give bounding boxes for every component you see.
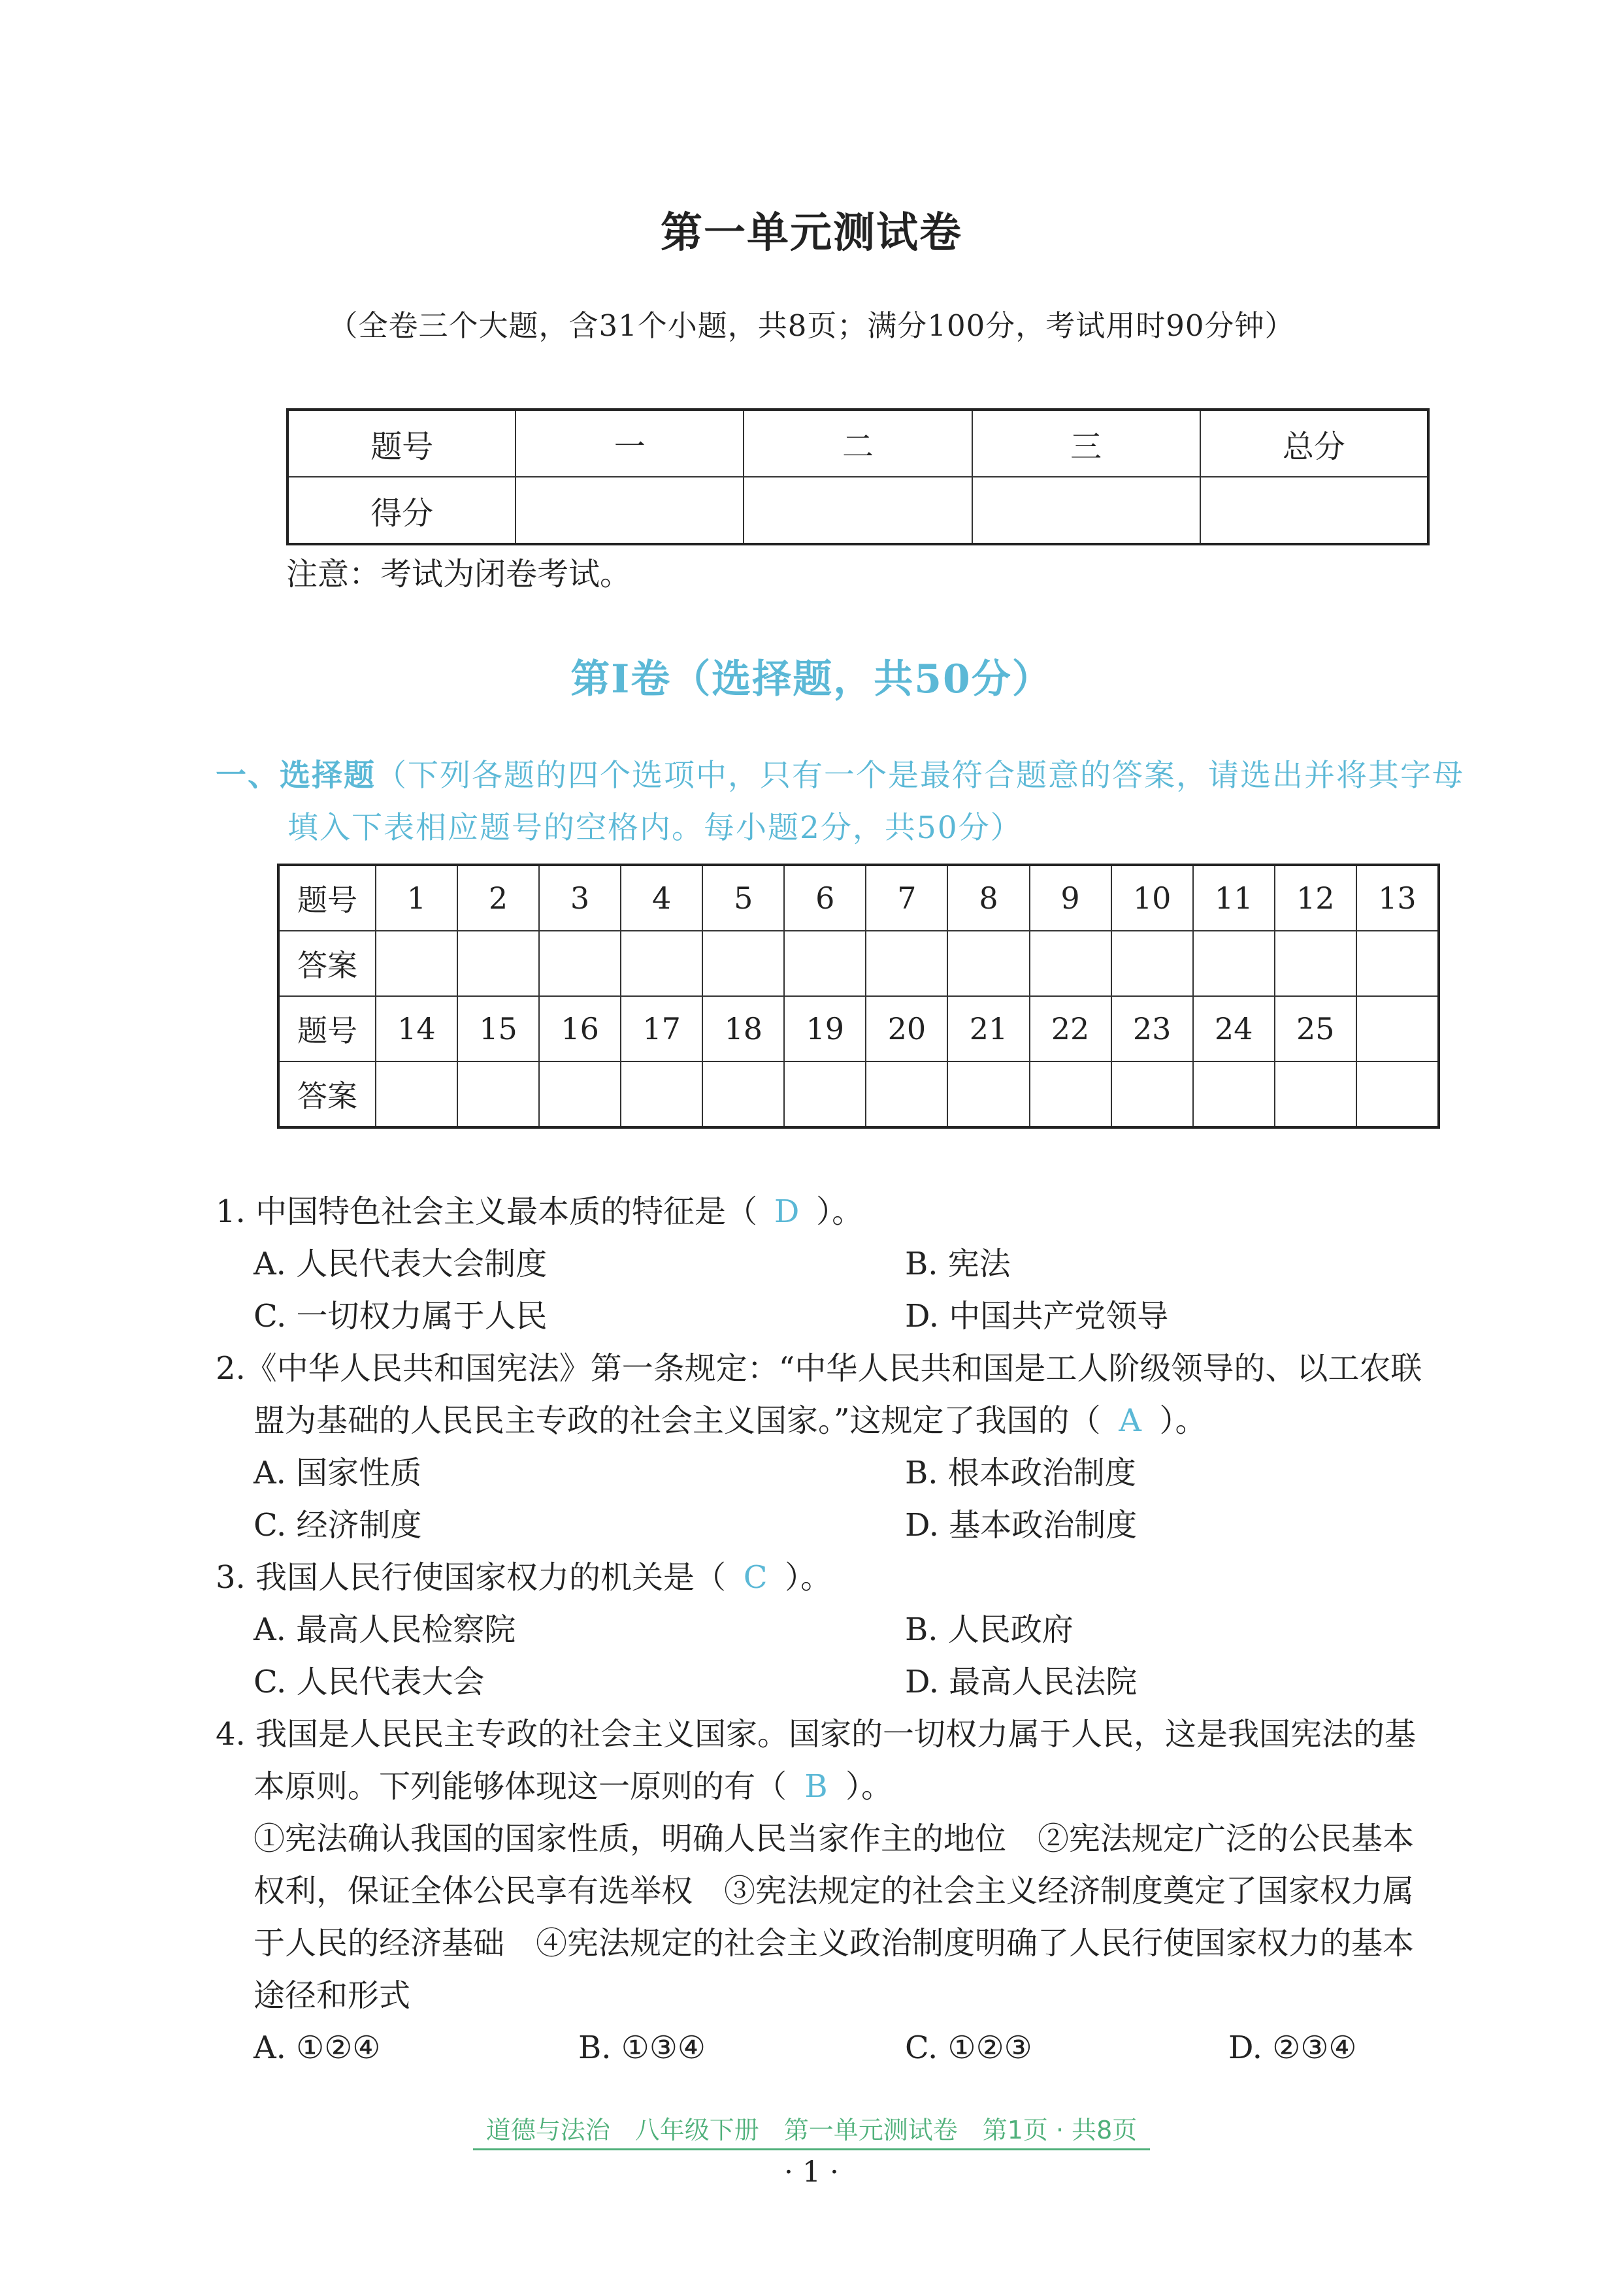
option-c[interactable]: C. ①②③	[905, 2029, 1032, 2066]
statement-line: 权利，保证全体公民享有选举权 ③宪法规定的社会主义经济制度奠定了国家权力属	[254, 1873, 1415, 1909]
answer-cell[interactable]	[1193, 1061, 1275, 1127]
question-text: 本原则。下列能够体现这一原则的有（	[254, 1768, 787, 1805]
answer-cell[interactable]	[621, 1061, 702, 1127]
answer-mark: D	[774, 1193, 800, 1230]
question-number-cell: 6	[784, 865, 866, 931]
table-row	[278, 931, 1439, 996]
answer-cell[interactable]	[539, 1061, 621, 1127]
page-title: 第一单元测试卷	[661, 209, 962, 257]
answer-mark: B	[804, 1768, 828, 1805]
score-cell[interactable]	[516, 477, 744, 544]
answer-cell[interactable]	[784, 1061, 866, 1127]
question-number-cell: 25	[1275, 996, 1356, 1061]
answer-row-label: 答案	[278, 1061, 376, 1127]
score-header-cell: 题号	[287, 410, 516, 477]
answer-cell[interactable]	[947, 931, 1029, 996]
option-a[interactable]: A. 国家性质	[254, 1455, 422, 1491]
question-stem: 4. 我国是人民民主专政的社会主义国家。国家的一切权力属于人民，这是我国宪法的基	[216, 1716, 1417, 1753]
exam-info: （全卷三个大题，含31个小题，共8页；满分100分，考试用时90分钟）	[328, 308, 1295, 343]
question-number-cell: 12	[1275, 865, 1356, 931]
statement-line: ①宪法确认我国的国家性质，明确人民当家作主的地位 ②宪法规定广泛的公民基本	[254, 1820, 1415, 1857]
exam-notice: 注意：考试为闭卷考试。	[286, 556, 632, 592]
answer-cell[interactable]	[1356, 1061, 1439, 1127]
answer-cell[interactable]	[621, 931, 702, 996]
option-a[interactable]: A. 人民代表大会制度	[254, 1246, 548, 1282]
page-footer	[0, 2110, 1623, 2146]
option-c[interactable]: C. 经济制度	[254, 1507, 422, 1544]
table-row	[287, 410, 1428, 477]
question-stem	[216, 1551, 832, 1604]
question-number-cell: 7	[866, 865, 947, 931]
question-number-cell: 5	[702, 865, 784, 931]
answer-cell[interactable]	[457, 1061, 539, 1127]
question-text: 3. 我国人民行使国家权力的机关是（	[216, 1559, 727, 1596]
question-number-cell: 14	[376, 996, 457, 1061]
question-number-cell: 8	[947, 865, 1029, 931]
answer-cell[interactable]	[457, 931, 539, 996]
question-stem: 2.《中华人民共和国宪法》第一条规定：“中华人民共和国是工人阶级领导的、以工农联	[216, 1350, 1422, 1387]
answer-cell[interactable]	[1111, 1061, 1193, 1127]
section-title: 第Ⅰ卷（选择题，共50分）	[570, 656, 1053, 702]
question-text: 盟为基础的人民民主专政的社会主义国家。”这规定了我国的（	[254, 1402, 1101, 1439]
answer-cell[interactable]	[702, 931, 784, 996]
instruction-line: 填入下表相应题号的空格内。每小题2分，共50分）	[287, 810, 1023, 846]
answer-cell[interactable]	[376, 931, 457, 996]
question-number-cell: 19	[784, 996, 866, 1061]
score-row-label: 得分	[287, 477, 516, 544]
option-d[interactable]: D. 基本政治制度	[905, 1507, 1138, 1544]
option-d[interactable]: D. 最高人民法院	[905, 1664, 1138, 1700]
question-number-cell: 13	[1356, 865, 1439, 931]
page-number: · 1 ·	[784, 2156, 839, 2189]
question-text: 1. 中国特色社会主义最本质的特征是（	[216, 1193, 758, 1230]
option-b[interactable]: B. 根本政治制度	[905, 1455, 1136, 1491]
section-heading: 一、选择题	[216, 758, 376, 794]
score-header-cell: 一	[516, 410, 744, 477]
question-text: ）。	[1159, 1402, 1207, 1439]
answer-cell[interactable]	[539, 931, 621, 996]
table-row	[278, 1061, 1439, 1127]
option-d[interactable]: D. 中国共产党领导	[905, 1298, 1169, 1334]
answer-row-label: 题号	[278, 865, 376, 931]
question-number-cell: 20	[866, 996, 947, 1061]
question-text: ）。	[816, 1193, 864, 1230]
question-number-cell: 10	[1111, 865, 1193, 931]
question-stem	[254, 1760, 893, 1813]
section-instructions	[216, 750, 1522, 854]
question-number-cell: 18	[702, 996, 784, 1061]
answer-cell[interactable]	[784, 931, 866, 996]
option-c[interactable]: C. 人民代表大会	[254, 1664, 485, 1700]
footer-text: 道德与法治 八年级下册 第一单元测试卷 第1页 · 共8页	[473, 2116, 1151, 2150]
option-d[interactable]: D. ②③④	[1228, 2029, 1357, 2066]
answer-mark: A	[1119, 1402, 1141, 1439]
answer-row-label: 答案	[278, 931, 376, 996]
question-number-cell: 21	[947, 996, 1029, 1061]
statement-line: 途径和形式	[254, 1977, 411, 2014]
score-table	[286, 408, 1430, 545]
answer-cell[interactable]	[866, 931, 947, 996]
answer-cell[interactable]	[947, 1061, 1029, 1127]
option-a[interactable]: A. 最高人民检察院	[254, 1611, 516, 1648]
question-number-cell: 1	[376, 865, 457, 931]
answer-cell[interactable]	[376, 1061, 457, 1127]
question-text: ）。	[845, 1768, 893, 1805]
answer-cell[interactable]	[702, 1061, 784, 1127]
answer-table	[277, 864, 1440, 1129]
question-number-cell: 17	[621, 996, 702, 1061]
answer-cell[interactable]	[866, 1061, 947, 1127]
question-number-cell: 9	[1030, 865, 1111, 931]
answer-cell[interactable]	[1030, 931, 1111, 996]
table-row	[287, 477, 1428, 544]
option-c[interactable]: C. 一切权力属于人民	[254, 1298, 548, 1334]
instruction-line: （下列各题的四个选项中，只有一个是最符合题意的答案，请选出并将其字母	[376, 758, 1464, 794]
question-stem	[216, 1186, 863, 1238]
answer-row-label: 题号	[278, 996, 376, 1061]
option-b[interactable]: B. ①③④	[578, 2029, 706, 2066]
question-number-cell: 3	[539, 865, 621, 931]
question-number-cell: 23	[1111, 996, 1193, 1061]
answer-cell[interactable]	[1275, 931, 1356, 996]
question-number-cell: 2	[457, 865, 539, 931]
statement-line: 于人民的经济基础 ④宪法规定的社会主义政治制度明确了人民行使国家权力的基本	[254, 1925, 1415, 1962]
answer-cell[interactable]	[1193, 931, 1275, 996]
score-header-cell: 二	[744, 410, 972, 477]
score-cell[interactable]	[1200, 477, 1428, 544]
question-number-cell: 22	[1030, 996, 1111, 1061]
question-number-cell: 15	[457, 996, 539, 1061]
answer-cell[interactable]	[1111, 931, 1193, 996]
table-row	[278, 865, 1439, 931]
question-number-cell: 4	[621, 865, 702, 931]
option-b[interactable]: B. 宪法	[905, 1246, 1011, 1282]
question-number-cell	[1356, 996, 1439, 1061]
answer-cell[interactable]	[1275, 1061, 1356, 1127]
option-a[interactable]: A. ①②④	[254, 2029, 381, 2066]
answer-cell[interactable]	[1030, 1061, 1111, 1127]
score-cell[interactable]	[972, 477, 1200, 544]
score-header-cell: 三	[972, 410, 1200, 477]
answer-mark: C	[743, 1559, 768, 1596]
answer-cell[interactable]	[1356, 931, 1439, 996]
option-b[interactable]: B. 人民政府	[905, 1611, 1074, 1648]
question-text: ）。	[785, 1559, 832, 1596]
question-stem	[254, 1395, 1207, 1447]
score-cell[interactable]	[744, 477, 972, 544]
table-row	[278, 996, 1439, 1061]
score-header-cell: 总分	[1200, 410, 1428, 477]
question-number-cell: 16	[539, 996, 621, 1061]
question-number-cell: 11	[1193, 865, 1275, 931]
question-number-cell: 24	[1193, 996, 1275, 1061]
